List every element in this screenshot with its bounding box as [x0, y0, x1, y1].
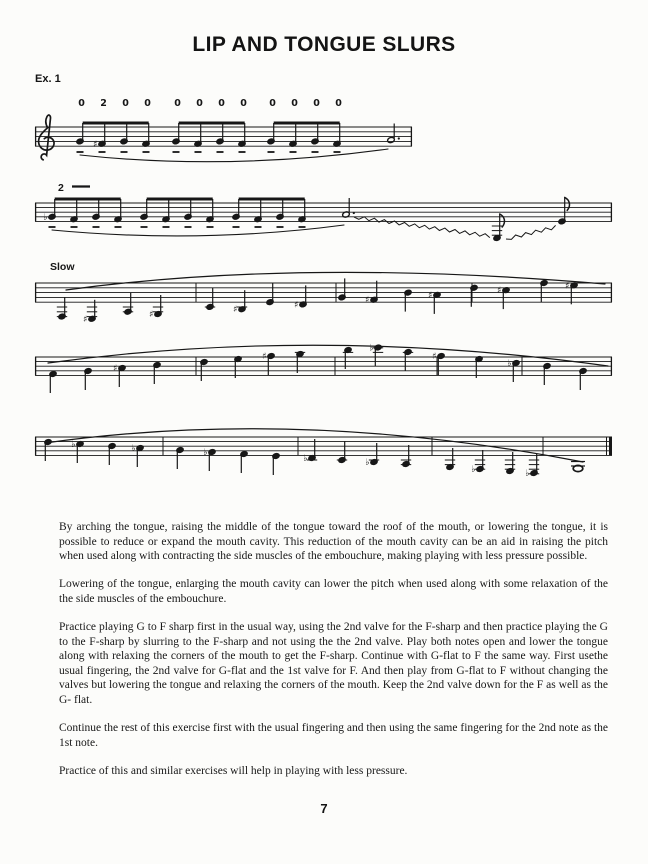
staff-2 [35, 182, 612, 241]
svg-text:♭: ♭ [131, 444, 136, 454]
svg-text:♯: ♯ [497, 286, 502, 297]
svg-text:♯: ♯ [262, 352, 267, 362]
instruction-paragraph-5: Practice of this and similar exercises will help in playing with less pressure. [59, 764, 408, 777]
svg-text:♯: ♯ [565, 281, 570, 292]
svg-text:0: 0 [196, 98, 203, 109]
svg-text:♯: ♯ [93, 139, 98, 150]
svg-text:♭: ♭ [507, 359, 512, 369]
svg-text:♯: ♯ [294, 300, 299, 311]
svg-text:2: 2 [58, 182, 64, 194]
svg-text:♯: ♯ [365, 295, 370, 306]
svg-text:♯: ♯ [113, 364, 118, 374]
svg-text:♭: ♭ [303, 454, 308, 464]
staff-4 [35, 344, 612, 394]
staff-5 [35, 429, 612, 479]
svg-text:0: 0 [144, 98, 151, 109]
page-title: LIP AND TONGUE SLURS [192, 33, 456, 56]
svg-text:♭: ♭ [471, 465, 476, 475]
instruction-paragraph-2: Lowering of the tongue, enlarging the mouth cavity can lower the pitch when used along with some relaxation of the the side muscles of the embouchure. [59, 578, 608, 605]
instruction-paragraph-4: Continue the rest of this exercise first with the usual fingering and then using the same fingering for the 2nd note as the 1st note. [59, 722, 608, 749]
staff-3 [35, 261, 612, 325]
svg-text:0: 0 [218, 98, 225, 109]
svg-text:♭: ♭ [525, 469, 530, 479]
page-number: 7 [320, 801, 328, 816]
svg-text:0: 0 [122, 98, 129, 109]
svg-text:♯: ♯ [428, 290, 433, 301]
svg-text:0: 0 [269, 98, 276, 109]
svg-text:♭: ♭ [369, 343, 374, 354]
svg-text:♯: ♯ [432, 352, 437, 362]
svg-text:0: 0 [240, 98, 247, 109]
svg-text:♯: ♯ [233, 305, 238, 316]
svg-text:♭: ♭ [365, 458, 370, 468]
staff-1 [35, 98, 412, 162]
svg-text:♯: ♯ [83, 314, 88, 325]
svg-text:♭: ♭ [71, 440, 76, 450]
instruction-paragraph-1: By arching the tongue, raising the middle of the tongue toward the roof of the mouth, or lowering the tongue, it is possible to reduce or expand the mouth cavity. This reduction of the mouth cavity can be an aid in raising the pitch when used along with contracting the side muscles of the embouchure, making playing with less pressure possible. [59, 521, 608, 563]
instruction-paragraph-3: Practice playing G to F sharp first in the usual way, using the 2nd valve for the F-sharp and then practice playing the G to the F-sharp by slurring to the F-sharp and not using the the 2nd valve. Play both notes open and lower the tongue along with relaxing the corners of the mouth to get the F-sharp. Continue with G-flat to F the same way. First usethe usual fingering, the 2nd valve for G-flat and the 1st valve for F. And then play from G-flat to F without changing the valves but lowering the tongue and relaxing the corners of the mouth. Keep the 2nd valve down for the F as well as the G- flat. [59, 620, 608, 706]
svg-text:0: 0 [291, 98, 298, 109]
svg-text:♯: ♯ [149, 310, 154, 320]
svg-text:Slow: Slow [50, 261, 75, 273]
svg-text:2: 2 [100, 98, 107, 109]
instruction-text [59, 520, 608, 792]
svg-text:♭: ♭ [43, 212, 48, 223]
svg-text:0: 0 [335, 98, 342, 109]
exercise-label: Ex. 1 [35, 73, 61, 85]
svg-text:♭: ♭ [203, 448, 208, 458]
svg-text:0: 0 [313, 98, 320, 109]
svg-text:0: 0 [78, 98, 85, 109]
svg-text:0: 0 [174, 98, 181, 109]
